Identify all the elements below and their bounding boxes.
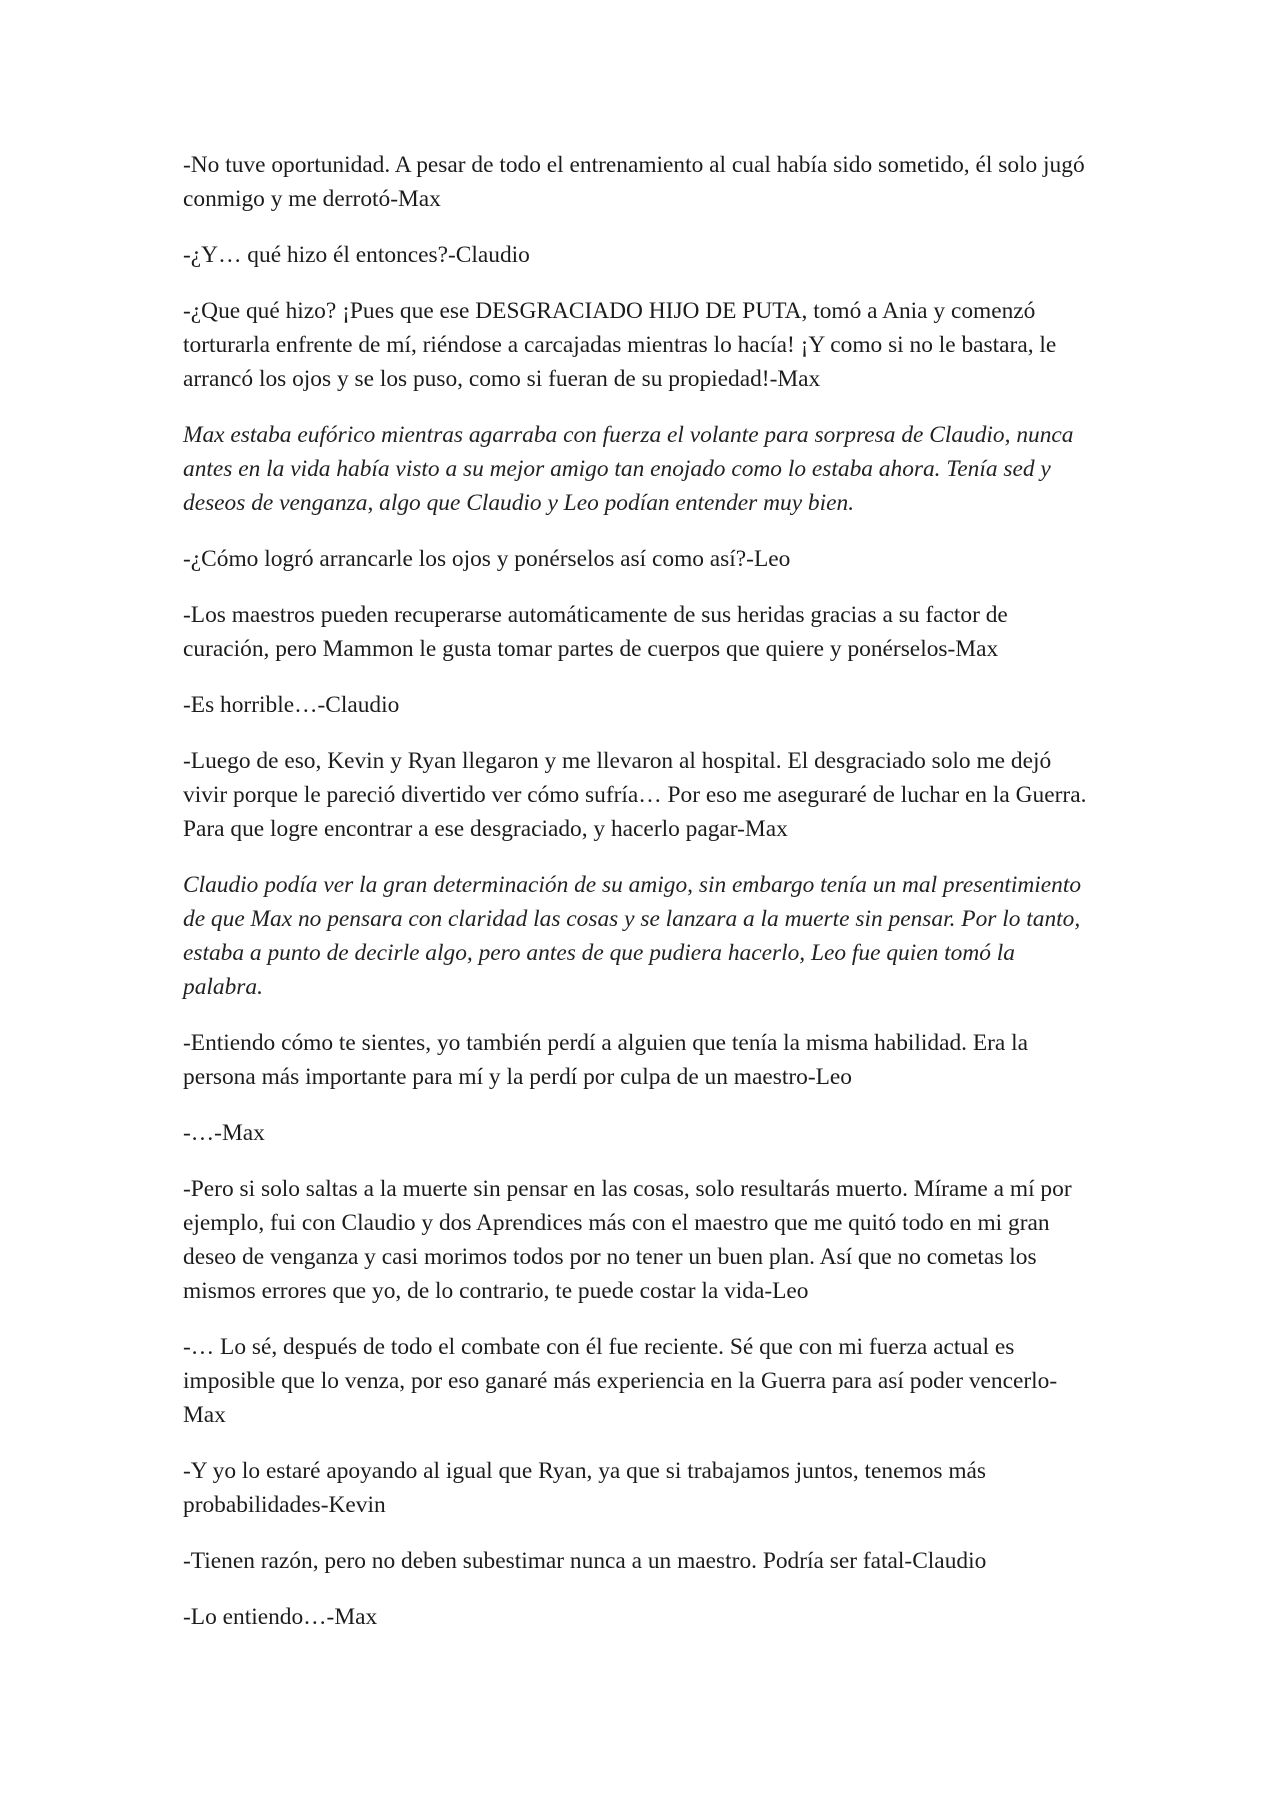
dialogue-paragraph-3: -¿Que qué hizo? ¡Pues que ese DESGRACIADO HIJO DE PUTA, tomó a Ania y comenzó torturarla enfrente de mí, riéndose a carcajadas mientras lo hacía! ¡Y como si no le bastara, le arrancó los ojos y se los puso, como si fueran de su propiedad!-Max xyxy=(183,298,1057,392)
dialogue-paragraph-12: -Y yo lo estaré apoyando al igual que Ryan, ya que si trabajamos juntos, tenemos más probabilidades-Kevin xyxy=(183,1458,987,1518)
dialogue-paragraph-14: -Lo entiendo…-Max xyxy=(183,1604,378,1630)
dialogue-paragraph-11: -… Lo sé, después de todo el combate con él fue reciente. Sé que con mi fuerza actual es imposible que lo venza, por eso ganaré más experiencia en la Guerra para así poder vencerlo-Max xyxy=(183,1334,1058,1428)
dialogue-paragraph-9: -…-Max xyxy=(183,1120,265,1146)
dialogue-paragraph-5: -Los maestros pueden recuperarse automáticamente de sus heridas gracias a su factor de curación, pero Mammon le gusta tomar partes de cuerpos que quiere y ponérselos-Max xyxy=(183,602,1008,662)
dialogue-paragraph-7: -Luego de eso, Kevin y Ryan llegaron y me llevaron al hospital. El desgraciado solo me dejó vivir porque le pareció divertido ver cómo sufría… Por eso me aseguraré de luchar en la Guerra. Para que logre encontrar a ese desgraciado, y hacerlo pagar-Max xyxy=(183,748,1087,842)
dialogue-paragraph-6: -Es horrible…-Claudio xyxy=(183,692,400,718)
dialogue-paragraph-2: -¿Y… qué hizo él entonces?-Claudio xyxy=(183,242,530,268)
dialogue-paragraph-4: -¿Cómo logró arrancarle los ojos y ponérselos así como así?-Leo xyxy=(183,546,791,572)
dialogue-paragraph-13: -Tienen razón, pero no deben subestimar nunca a un maestro. Podría ser fatal-Claudio xyxy=(183,1548,987,1574)
dialogue-paragraph-8: -Entiendo cómo te sientes, yo también perdí a alguien que tenía la misma habilidad. Era la persona más importante para mí y la perdí por culpa de un maestro-Leo xyxy=(183,1030,1029,1090)
dialogue-paragraph-10: -Pero si solo saltas a la muerte sin pensar en las cosas, solo resultarás muerto. Mírame a mí por ejemplo, fui con Claudio y dos Aprendices más con el maestro que me quitó todo en mi gran deseo de venganza y casi morimos todos por no tener un buen plan. Así que no cometas los mismos errores que yo, de lo contrario, te puede costar la vida-Leo xyxy=(183,1176,1072,1304)
dialogue-paragraph-1: -No tuve oportunidad. A pesar de todo el entrenamiento al cual había sido sometido, él solo jugó conmigo y me derrotó-Max xyxy=(183,152,1085,212)
narration-paragraph-2: Claudio podía ver la gran determinación de su amigo, sin embargo tenía un mal presentimiento de que Max no pensara con claridad las cosas y se lanzara a la muerte sin pensar. Por lo tanto, estaba a punto de decirle algo, pero antes de que pudiera hacerlo, Leo fue quien tomó la palabra. xyxy=(183,872,1082,1000)
narration-paragraph-1: Max estaba eufórico mientras agarraba con fuerza el volante para sorpresa de Claudio, nunca antes en la vida había visto a su mejor amigo tan enojado como lo estaba ahora. Tenía sed y deseos de venganza, algo que Claudio y Leo podían entender muy bien. xyxy=(183,422,1074,516)
